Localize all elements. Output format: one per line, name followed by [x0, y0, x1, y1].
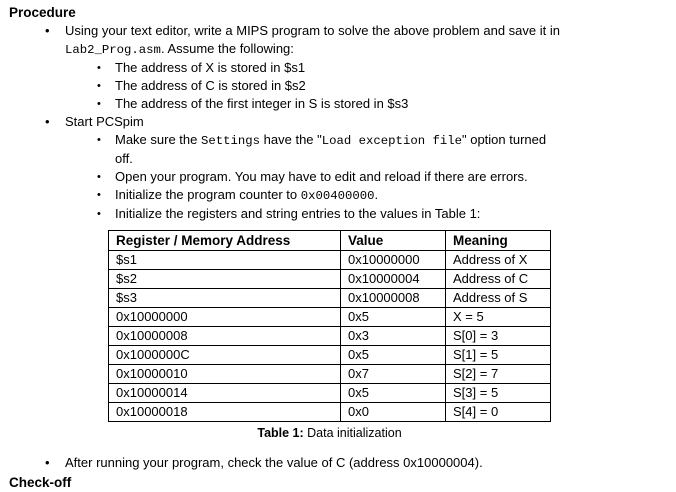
settings-text: Settings — [201, 134, 261, 148]
pc-address-text: 0x00400000 — [300, 189, 375, 203]
list-item-text: The address of the first integer in S is stored in $s3 — [115, 96, 409, 111]
caption-text: Data initialization — [303, 426, 402, 440]
bullet-icon: • — [45, 23, 50, 38]
table-cell: 0x10000000 — [341, 251, 446, 270]
list-item-check-value — [45, 454, 676, 472]
table-row — [109, 403, 551, 422]
table-cell: X = 5 — [446, 308, 551, 327]
list-item-text: Start PCSpim — [65, 114, 144, 129]
data-initialization-table — [108, 230, 551, 422]
table-cell: S[4] = 0 — [446, 403, 551, 422]
bullet-icon: • — [45, 114, 50, 129]
list-item-text — [65, 22, 643, 59]
list-item-open-program — [97, 168, 676, 186]
list-item-start-pcspim — [45, 113, 676, 131]
table-row — [109, 365, 551, 384]
caption-label: Table 1: — [257, 426, 304, 440]
col-header-value: Value — [341, 231, 446, 251]
list-item-text — [115, 131, 649, 168]
text-run: Initialize the program counter to — [115, 187, 301, 202]
text-run: off. — [115, 151, 133, 166]
bullet-icon: • — [97, 62, 101, 74]
table-cell: 0x10000008 — [109, 327, 341, 346]
table-cell: 0x5 — [341, 384, 446, 403]
table-row — [109, 270, 551, 289]
col-header-register-memory-address: Register / Memory Address — [109, 231, 341, 251]
bullet-icon: • — [45, 455, 50, 470]
list-item-write-program — [45, 22, 676, 59]
table-cell: 0x10000018 — [109, 403, 341, 422]
table-cell: S[2] = 7 — [446, 365, 551, 384]
table-cell: 0x10000010 — [109, 365, 341, 384]
table-cell: Address of X — [446, 251, 551, 270]
bullet-icon: • — [97, 171, 101, 183]
table-cell: $s3 — [109, 289, 341, 308]
table-cell: S[1] = 5 — [446, 346, 551, 365]
table-row — [109, 289, 551, 308]
filename-text: Lab2_Prog.asm — [65, 43, 161, 57]
table-cell: Address of C — [446, 270, 551, 289]
table-cell: 0x5 — [341, 346, 446, 365]
table-row — [109, 308, 551, 327]
bullet-icon: • — [97, 134, 101, 146]
table-cell: S[3] = 5 — [446, 384, 551, 403]
list-item-init-pc — [97, 186, 676, 205]
table-cell: 0x10000008 — [341, 289, 446, 308]
text-run: . Assume the following: — [160, 41, 294, 56]
list-item-text: After running your program, check the value of C (address 0x10000004). — [65, 455, 483, 470]
table-cell: S[0] = 3 — [446, 327, 551, 346]
table-cell: 0x7 — [341, 365, 446, 384]
section-heading-procedure: Procedure — [9, 5, 76, 20]
list-item-text: The address of X is stored in $s1 — [115, 60, 306, 75]
list-item-text: Initialize the registers and string entries to the values in Table 1: — [115, 206, 481, 221]
text-run: have the " — [260, 132, 322, 147]
table-cell: $s2 — [109, 270, 341, 289]
table-cell: 0x1000000C — [109, 346, 341, 365]
list-item-text — [115, 186, 649, 205]
text-run: Using your text editor, write a MIPS program to solve the above problem and save it in — [65, 23, 560, 38]
table-row — [109, 346, 551, 365]
table-row — [109, 251, 551, 270]
table-cell: 0x0 — [341, 403, 446, 422]
text-run: Make sure the — [115, 132, 201, 147]
bullet-icon: • — [97, 80, 101, 92]
table-cell: 0x3 — [341, 327, 446, 346]
section-heading-check-off: Check-off — [9, 475, 72, 490]
list-item-address-x — [97, 59, 676, 77]
list-item-init-registers — [97, 205, 676, 223]
bullet-icon: • — [97, 208, 101, 220]
list-item-address-c — [97, 77, 676, 95]
table-cell: Address of S — [446, 289, 551, 308]
col-header-meaning: Meaning — [446, 231, 551, 251]
table-header-row — [109, 231, 551, 251]
bullet-icon: • — [97, 98, 101, 110]
load-exception-file-text: Load exception file — [321, 134, 462, 148]
text-run: " option turned — [461, 132, 547, 147]
list-item-text: Open your program. You may have to edit and reload if there are errors. — [115, 169, 528, 184]
list-item-settings — [97, 131, 676, 168]
text-run: . — [374, 187, 379, 202]
table-cell: 0x10000000 — [109, 308, 341, 327]
table-row — [109, 384, 551, 403]
table-cell: $s1 — [109, 251, 341, 270]
table-cell: 0x10000014 — [109, 384, 341, 403]
table-cell: 0x5 — [341, 308, 446, 327]
table-cell: 0x10000004 — [341, 270, 446, 289]
list-item-address-s — [97, 95, 676, 113]
table-row — [109, 327, 551, 346]
list-item-text: The address of C is stored in $s2 — [115, 78, 306, 93]
bullet-icon: • — [97, 189, 101, 201]
table-caption — [108, 425, 551, 441]
